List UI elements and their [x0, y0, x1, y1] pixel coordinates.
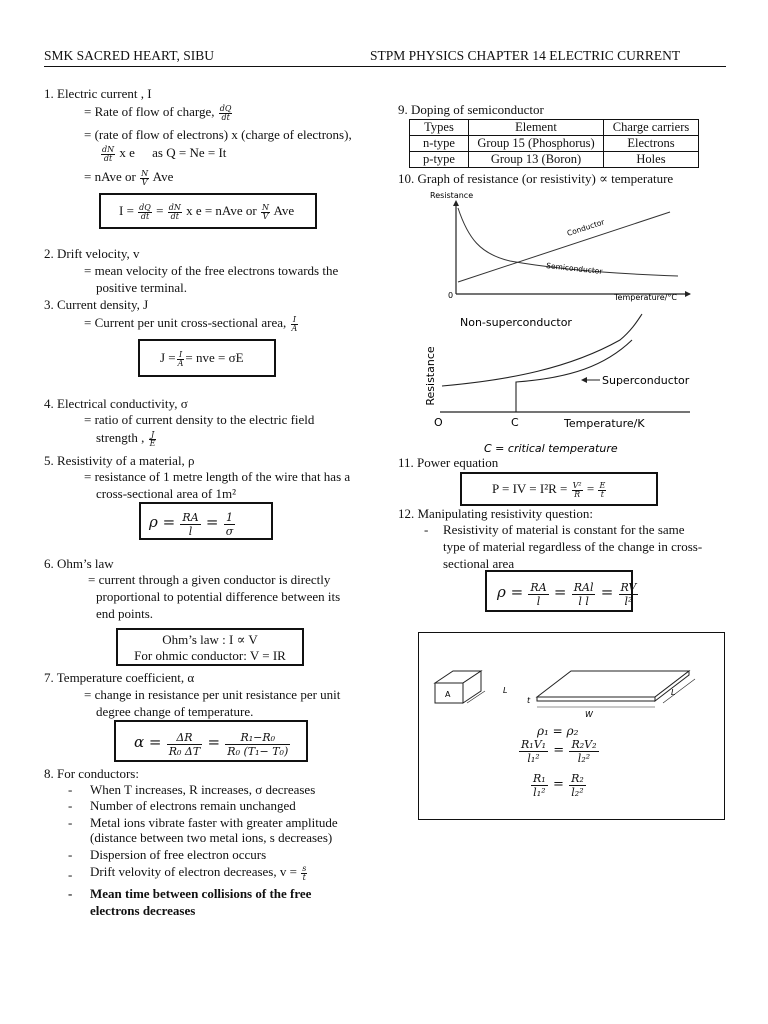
s5-frac-den: l — [188, 524, 193, 538]
s1-line1-text: = Rate of flow of charge, — [84, 104, 215, 119]
diagram-frac1 — [519, 738, 548, 765]
s1-frac-den: dt — [103, 153, 113, 163]
s4-line1: = ratio of current density to the electric field — [84, 412, 315, 427]
bar-a-label: A — [445, 690, 451, 699]
plate-top-face — [537, 671, 689, 697]
header-right: STPM PHYSICS CHAPTER 14 ELECTRIC CURRENT — [370, 48, 681, 63]
s4-frac-den: E — [149, 438, 156, 448]
s4-frac-num: J — [149, 431, 157, 440]
s1-frac-num: dN — [102, 144, 115, 154]
table-header: Element — [469, 120, 604, 136]
g1-semiconductor-label: Semiconductor — [545, 261, 603, 276]
g2-origin: O — [434, 416, 443, 429]
s1-frac-nv — [140, 170, 149, 187]
g2-pointer-arrow — [581, 377, 587, 383]
diagram-frac-den: l₂² — [577, 751, 591, 765]
s5-frac-den: σ — [225, 524, 234, 538]
s2-line2: positive terminal. — [96, 280, 187, 295]
s1-frac-den: dt — [140, 211, 150, 221]
s5-frac-ral — [180, 511, 200, 538]
s8-bullet5-text: Drift velovity of electron decreases, v = — [90, 864, 297, 879]
s1-title: 1. Electric current , I — [44, 86, 152, 101]
s6-title: 6. Ohm’s law — [44, 556, 114, 571]
plate-front-face — [537, 697, 655, 701]
s7-formula — [134, 728, 292, 758]
s12-rho: ρ = — [497, 583, 524, 601]
s9-title: 9. Doping of semiconductor — [398, 102, 544, 117]
s5-eq: = — [205, 513, 219, 531]
s2-line1: = mean velocity of the free electrons towards the — [84, 263, 339, 278]
s11-a: P = IV = I²R = — [492, 481, 568, 496]
s8-dash6: - — [68, 886, 73, 901]
wire-shapes — [419, 633, 724, 723]
s6-ohm-box — [116, 628, 304, 666]
s3-box-frac — [177, 351, 185, 368]
s6-box-line1: Ohm’s law : I ∝ V — [162, 632, 258, 647]
graph-superconductor — [420, 310, 720, 458]
s1-line3-b: as Q = Ne = It — [152, 145, 227, 160]
diagram-eq-sign: = — [553, 743, 565, 758]
table-row — [410, 152, 699, 168]
s5-rho: ρ = — [149, 513, 176, 531]
diagram-frac4 — [569, 772, 586, 799]
s8-bullet2: Number of electrons remain unchanged — [90, 798, 296, 813]
s11-frac-den: t — [600, 489, 604, 499]
g1-ylabel: Resistance — [430, 191, 474, 200]
s7-frac-den: R₀ ΔT — [168, 744, 201, 758]
s11-formula — [492, 481, 607, 499]
diagram-frac-num: R₁V₁ — [521, 737, 547, 751]
s5-line2: cross-sectional area of 1m² — [96, 486, 236, 501]
g1-xlabel: Temperature/°C — [614, 293, 677, 302]
s12-eq1: = — [553, 583, 567, 601]
s8-bullet1: When T increases, R increases, σ decreases — [90, 782, 316, 797]
s11-title: 11. Power equation — [398, 455, 499, 470]
s12-eq2: = — [600, 583, 614, 601]
s7-line1: = change in resistance per unit resistance per unit — [84, 687, 341, 702]
s12-frac-num: RV — [620, 580, 637, 594]
table-cell: Holes — [604, 152, 699, 168]
s7-frac2 — [225, 731, 290, 758]
s1-frac-num: dQ — [219, 103, 232, 113]
s1-frac-den: dt — [221, 112, 230, 122]
s11-frac-num: V² — [572, 480, 582, 490]
s12-frac-num: RAl — [573, 580, 594, 594]
s1-line4 — [84, 169, 173, 187]
s7-formula-box — [114, 720, 308, 762]
g2-ylabel: Resistance — [424, 346, 437, 406]
s8-dash3: - — [68, 815, 73, 830]
s12-line1: Resistivity of material is constant for the same — [443, 522, 685, 537]
s1-frac-den: dt — [170, 211, 179, 221]
diagram-frac3 — [531, 772, 548, 799]
s12-formula — [497, 578, 640, 608]
table-header-row — [410, 120, 699, 136]
s1-box-d: Ave — [273, 203, 295, 218]
g2-non-label: Non-superconductor — [460, 316, 572, 329]
doping-table — [409, 119, 699, 168]
s5-frac-num: RA — [182, 510, 199, 524]
s12-line3: sectional area — [443, 556, 515, 571]
s8-bullet6a: Mean time between collisions of the free — [90, 886, 312, 901]
s1-frac-den: V — [262, 211, 269, 221]
diagram-frac-den: l₂² — [571, 785, 584, 799]
s7-alpha: α = — [134, 733, 162, 751]
diagram-frac-den: l₁² — [533, 785, 546, 799]
s1-formula-box — [99, 193, 317, 229]
s8-frac-num: s — [302, 863, 307, 873]
s12-formula-box — [485, 570, 637, 612]
s3-line1 — [84, 315, 299, 333]
diagram-eq3 — [529, 771, 588, 799]
s5-title: 5. Resistivity of a material, ρ — [44, 453, 195, 468]
s7-eq: = — [207, 733, 221, 751]
table-cell: Electrons — [604, 136, 699, 152]
s3-frac-den: A — [177, 358, 184, 368]
s11-frac-num: E — [599, 480, 606, 490]
header-rule — [44, 66, 726, 67]
table-row — [410, 136, 699, 152]
g1-origin: 0 — [448, 291, 454, 300]
s11-frac-den: R — [574, 489, 581, 499]
s6-box-line2: For ohmic conductor: V = IR — [134, 648, 286, 663]
table-cell: n-type — [410, 136, 469, 152]
s8-dash5: - — [68, 867, 73, 882]
s1-box-a: I = — [119, 203, 134, 218]
s3-formula-box — [138, 339, 276, 377]
s12-frac-den: l — [536, 594, 541, 608]
s1-frac-num: N — [261, 202, 269, 212]
s1-formula — [119, 203, 294, 221]
s1-frac-dndt — [101, 146, 115, 163]
s1-frac-num: N — [141, 168, 149, 178]
graph-conductor-semiconductor — [420, 186, 710, 306]
bar-l-label: L — [503, 686, 508, 695]
g1-x-arrow — [685, 291, 691, 297]
s11-formula-box — [460, 472, 658, 506]
g2-c-label: C — [511, 416, 519, 429]
g2-xlabel: Temperature/K — [564, 417, 645, 430]
s8-bullet3b: (distance between two metal ions, s decreases) — [90, 830, 333, 845]
s5-formula-box — [139, 502, 273, 540]
s1-frac-num: dN — [168, 202, 181, 212]
s5-line1: = resistance of 1 metre length of the wire that has a — [84, 469, 351, 484]
s12-dash: - — [424, 522, 429, 537]
s8-dash2: - — [68, 798, 73, 813]
s7-line2: degree change of temperature. — [96, 704, 254, 719]
diagram-frac-num: R₁ — [533, 771, 546, 785]
g2-super-label: Superconductor — [602, 374, 690, 387]
g1-conductor-label: Conductor — [565, 217, 606, 238]
s5-frac-sigma — [224, 511, 236, 538]
table-cell: Group 13 (Boron) — [469, 152, 604, 168]
s2-title: 2. Drift velocity, v — [44, 246, 140, 261]
diagram-eq1: ρ₁ = ρ₂ — [537, 724, 579, 738]
diagram-frac-num: R₂V₂ — [571, 737, 597, 751]
s12-frac-num: RA — [530, 580, 547, 594]
diagram-eq2 — [517, 737, 601, 765]
s10-title: 10. Graph of resistance (or resistivity) ∝ temperature — [398, 171, 674, 186]
s12-title: 12. Manipulating resistivity question: — [398, 506, 593, 521]
s8-frac-den: t — [302, 872, 306, 882]
s7-title: 7. Temperature coefficient, α — [44, 670, 195, 685]
s1-line3 — [100, 145, 226, 163]
s1-line3-a: x e — [119, 145, 135, 160]
s3-frac-num: I — [291, 316, 299, 325]
s6-line2: proportional to potential difference between its — [96, 589, 341, 604]
s1-box-b: = — [156, 203, 164, 218]
s4-frac-je — [149, 431, 157, 448]
s1-box-frac1 — [138, 204, 152, 221]
diagram-eq-sign: = — [552, 777, 564, 792]
s1-frac-den: V — [141, 177, 148, 187]
s7-frac-num: ΔR — [167, 731, 202, 745]
s7-frac-num: R₁−R₀ — [225, 731, 290, 745]
plate-l-label: L — [671, 688, 676, 697]
s7-frac1 — [167, 731, 202, 758]
s1-line1 — [84, 104, 233, 122]
s1-frac-num: dQ — [139, 202, 151, 212]
plate-w-label: W — [585, 710, 593, 719]
s3-title: 3. Current density, J — [44, 297, 149, 312]
table-cell: p-type — [410, 152, 469, 168]
s6-line1: = current through a given conductor is directly — [88, 572, 331, 587]
s7-frac-den: R₀ (T₁− T₀) — [227, 744, 289, 758]
s12-line2: type of material regardless of the change in cross- — [443, 539, 703, 554]
table-header: Types — [410, 120, 469, 136]
s3-frac-den: A — [291, 323, 298, 333]
s8-bullet4: Dispersion of free electron occurs — [90, 847, 267, 862]
s12-frac-den: l l — [578, 594, 589, 608]
diagram-frac-num: R₂ — [571, 771, 584, 785]
g2-caption: C = critical temperature — [484, 442, 618, 455]
s12-frac1 — [528, 581, 548, 608]
s3-box-b: = nve = σE — [185, 350, 244, 365]
s1-line4-b: Ave — [152, 169, 174, 184]
s8-bullet3: Metal ions vibrate faster with greater amplitude — [90, 815, 338, 830]
s8-title: 8. For conductors: — [44, 766, 139, 781]
s8-bullet6b: electrons decreases — [90, 903, 196, 918]
s5-formula — [149, 508, 237, 538]
s1-line2: = (rate of flow of electrons) x (charge of electrons), — [84, 127, 352, 142]
s4-line2-text: strength , — [96, 430, 145, 445]
s1-box-frac2 — [168, 204, 182, 221]
s3-line1-text: = Current per unit cross-sectional area, — [84, 315, 287, 330]
s11-frac-vr — [572, 482, 583, 499]
g1-y-arrow — [453, 200, 459, 206]
s3-box-a: J = — [160, 350, 176, 365]
s4-title: 4. Electrical conductivity, σ — [44, 396, 188, 411]
s6-line3: end points. — [96, 606, 154, 621]
s8-frac-st — [301, 865, 307, 882]
diagram-frac-den: l₁² — [527, 751, 540, 765]
table-cell: Group 15 (Phosphorus) — [469, 136, 604, 152]
s11-eq: = — [586, 481, 595, 496]
plate-t-label: t — [527, 696, 531, 705]
s5-frac-num: 1 — [224, 511, 236, 525]
s1-box-c: x e = nAve or — [186, 203, 257, 218]
s3-formula — [160, 350, 244, 368]
s3-frac-num: I — [177, 351, 185, 360]
header-left: SMK SACRED HEART, SIBU — [44, 48, 214, 63]
s12-frac2 — [572, 581, 596, 608]
diagram-frac2 — [569, 738, 598, 765]
s11-frac-et — [598, 482, 606, 499]
s1-frac-dqdt — [219, 105, 233, 122]
s4-line2 — [96, 430, 157, 448]
s8-dash4: - — [68, 847, 73, 862]
s8-bullet5 — [90, 864, 308, 882]
s12-frac-den: l² — [624, 594, 633, 608]
s1-box-frac3 — [261, 204, 270, 221]
s1-line4-a: = nAve or — [84, 169, 136, 184]
table-header: Charge carriers — [604, 120, 699, 136]
resistivity-diagram-box — [418, 632, 725, 820]
s3-frac-ia — [291, 316, 299, 333]
s8-dash1: - — [68, 782, 73, 797]
s12-frac3 — [619, 581, 639, 608]
